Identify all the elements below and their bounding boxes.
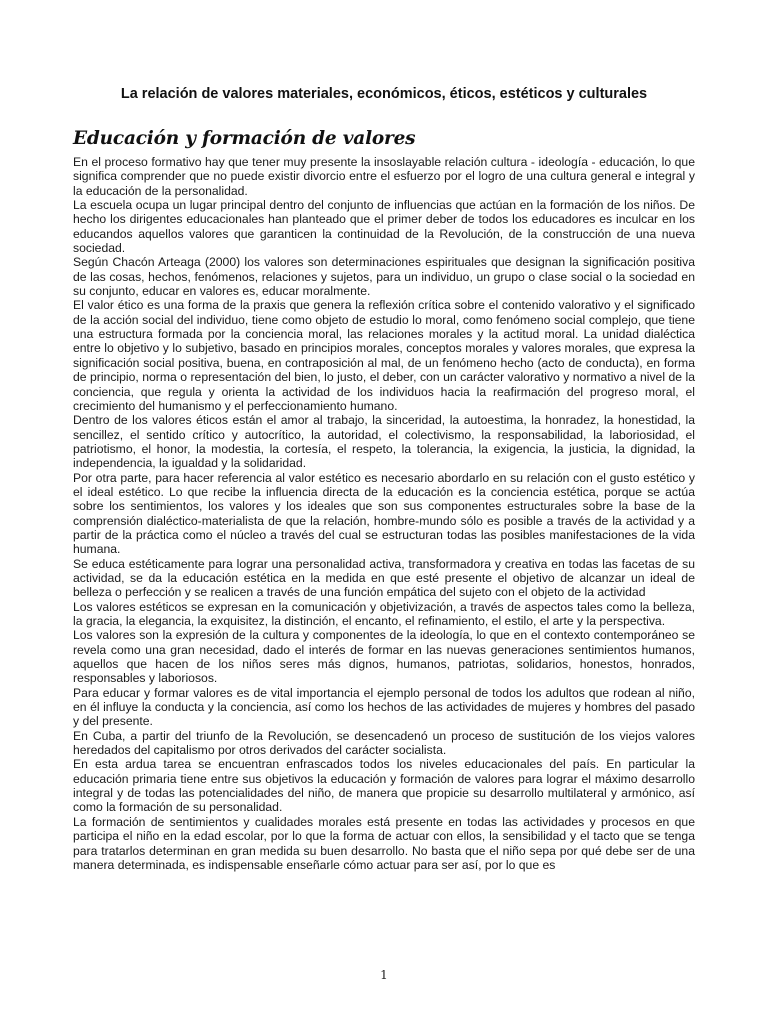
paragraph: Se educa estéticamente para lograr una personalidad activa, transformadora y creativa en todas las facetas de su actividad, se da la educación estética en la medida en que esté presente el objetivo de alcanzar un ideal de belleza o perfección y se realicen a través de una función empática del sujeto con el objeto de la actividad [73,556,695,600]
paragraph: En el proceso formativo hay que tener muy presente la insoslayable relación cultura - ideología - educación, lo que significa comprender que no puede existir divorcio entre el esfuerzo por el logro de una cultura general e integral y la educación de la personalidad. [73,155,695,198]
paragraph: La escuela ocupa un lugar principal dentro del conjunto de influencias que actúan en la formación de los niños. De hecho los dirigentes educacionales han planteado que el primer deber de todos los educadores es inculcar en los educandos aquellos valores que garanticen la continuidad de la Revolución, de la construcción de una nueva sociedad. [73,198,695,256]
body-text [73,155,695,872]
page-number: 1 [380,968,388,982]
paragraph: Según Chacón Arteaga (2000) los valores son determinaciones espirituales que designan la significación positiva de las cosas, hechos, fenómenos, relaciones y sujetos, para un individuo, un grupo o clase social o la sociedad en su conjunto, educar en valores es, educar moralmente. [73,255,695,299]
paragraph: El valor ético es una forma de la praxis que genera la reflexión crítica sobre el contenido valorativo y el significado de la acción social del individuo, tiene como objeto de estudio lo moral, como fenómeno social complejo, que tiene una estructura formada por la conciencia moral, las relaciones morales y la actitud moral. La unidad dialéctica entre lo objetivo y lo subjetivo, basado en principios morales, conceptos morales y valores morales, que expresa la significación social positiva, buena, en contraposición al mal, de un fenómeno hecho (acto de conducta), en forma de principio, norma o representación del bien, lo justo, el deber, con un carácter valorativo y normativo a nivel de la conciencia, que regula y orienta la actividad de los individuos hacia la reafirmación del progreso moral, el crecimiento del humanismo y el perfeccionamiento humano. [73,298,695,413]
document-title: La relación de valores materiales, económicos, éticos, estéticos y culturales [120,86,648,102]
paragraph: Dentro de los valores éticos están el amor al trabajo, la sinceridad, la autoestima, la honradez, la honestidad, la sencillez, el sentido crítico y autocrítico, la autoridad, el colectivismo, la responsabilidad, la laboriosidad, el patriotismo, el honor, la modestia, la cortesía, el respeto, la tolerancia, la exigencia, la justicia, la dignidad, la independencia, la igualdad y la solidaridad. [73,413,695,471]
paragraph: Los valores estéticos se expresan en la comunicación y objetivización, a través de aspectos tales como la belleza, la gracia, la elegancia, la exquisitez, la distinción, el encanto, el refinamiento, el estilo, el arte y la perspectiva. [73,599,695,628]
paragraph: Los valores son la expresión de la cultura y componentes de la ideología, lo que en el contexto contemporáneo se revela como una gran necesidad, dado el interés de formar en las nuevas generaciones sentimientos humanos, aquellos que hacen de los niños seres más dignos, humanos, patriotas, solidarios, honestos, honrados, responsables y laboriosos. [73,628,695,686]
paragraph: La formación de sentimientos y cualidades morales está presente en todas las actividades y procesos en que participa el niño en la edad escolar, por lo que la forma de actuar con ellos, la sensibilidad y el tacto que se tenga para tratarlos determinan en gran medida su buen desarrollo. No basta que el niño sepa por qué debe ser de una manera determinada, es indispensable enseñarle cómo actuar para ser así, por lo que es [73,814,695,872]
paragraph: En Cuba, a partir del triunfo de la Revolución, se desencadenó un proceso de sustitución de los viejos valores heredados del capitalismo por otros derivados del carácter socialista. [73,728,695,758]
paragraph: Por otra parte, para hacer referencia al valor estético es necesario abordarlo en su relación con el gusto estético y el ideal estético. Lo que recibe la influencia directa de la educación es la conciencia estética, porque se actúa sobre los sentimientos, los valores y los ideales que son sus componentes estructurales sobre la base de la comprensión dialéctico-materialista de que la relación, hombre-mundo sólo es posible a través de la actividad y a partir de la práctica como el núcleo a través del cual se estructuran todas las posibles manifestaciones de la vida humana. [73,470,695,557]
paragraph: En esta ardua tarea se encuentran enfrascados todos los niveles educacionales del país. En particular la educación primaria tiene entre sus objetivos la educación y formación de valores para lograr el máximo desarrollo integral y de todas las potencialidades del niño, de manera que propicie su desarrollo multilateral y armónico, así como la formación de su personalidad. [73,757,695,815]
paragraph: Para educar y formar valores es de vital importancia el ejemplo personal de todos los adultos que rodean al niño, en él influye la conducta y la conciencia, así como los hechos de las actividades de mujeres y hombres del pasado y del presente. [73,685,695,729]
section-heading: Educación y formación de valores [73,128,416,149]
